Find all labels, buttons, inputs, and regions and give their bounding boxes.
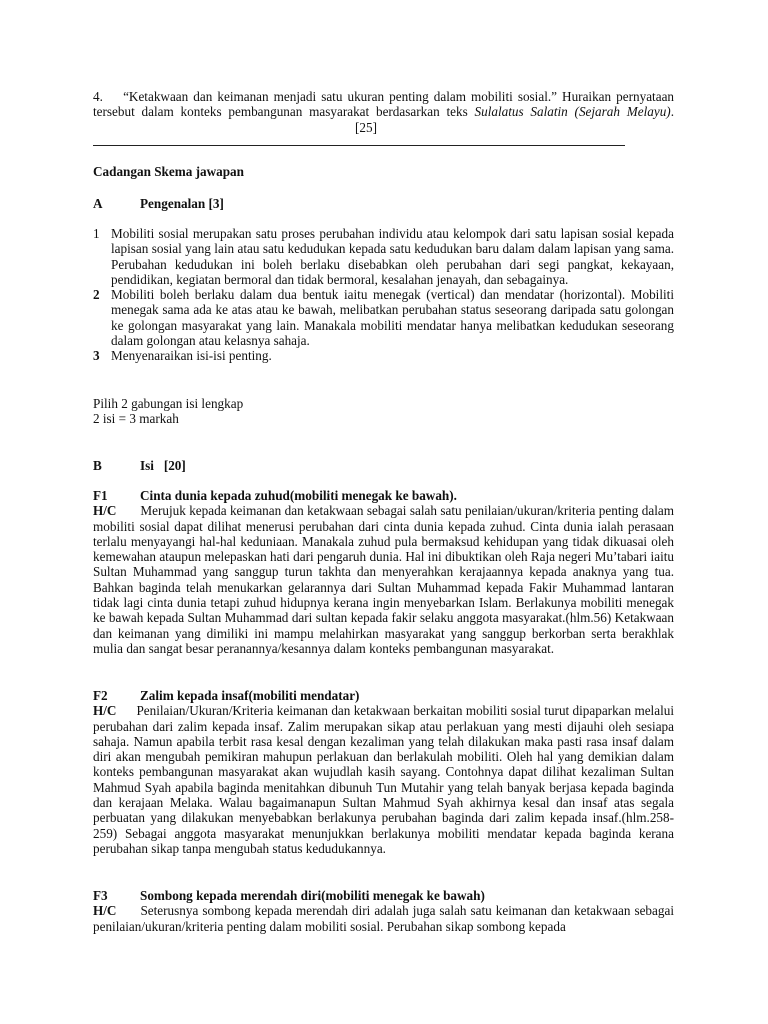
hc-label: H/C bbox=[93, 703, 117, 719]
note-line: Pilih 2 gabungan isi lengkap bbox=[93, 396, 244, 411]
point-id: F3 bbox=[93, 888, 108, 903]
point-title: Cinta dunia kepada zuhud(mobiliti menegak ke bawah). bbox=[140, 488, 457, 503]
point-text: Seterusnya sombong kepada merendah diri adalah juga salah satu keimanan dan ketakwaan sebagai penilaian/ukuran/kriteria penting dalam mobiliti sosial. Perubahan sikap sombong kepada bbox=[93, 903, 674, 934]
hc-label: H/C bbox=[93, 503, 117, 519]
point-text: Penilaian/Ukuran/Kriteria keimanan dan ketakwaan berkaitan mobiliti sosial turut dipaparkan melalui perubahan dari zalim kepada insaf. Zalim merupakan sikap atau perlakuan yang mesti dijauhi oleh sesiapa sahaja. Namun apabila terbit rasa kesal dengan kezaliman yang telah dilakukan maka pasti rasa insaf dalam diri akan mengubah pemikiran mahupun perlakuan dan berlakulah mobiliti. Oleh hal yang demikian dalam konteks pembangunan masyarakat akan wujudlah kasih sayang. Contohnya dapat dilihat kezaliman Sultan Mahmud Syah apabila baginda menitahkan dibunuh Tun Mutahir yang telah banyak berjasa kepada baginda dan kerajaan Melaka. Walau bagaimanapun Sultan Mahmud Syah akhirnya kesal dan insaf atas segala perbuatan yang dilakukan menyebabkan berlakunya perubahan baginda dari zalim kepada insaf.(hlm.258-259) Sebagai anggota masyarakat menunjukkan berlakunya mobiliti mendatar kepada baginda kerana perubahan sikap tanpa mengubah status kedudukannya. bbox=[93, 703, 674, 856]
point-title: Zalim kepada insaf(mobiliti mendatar) bbox=[140, 688, 360, 703]
point-f1 bbox=[93, 488, 674, 656]
section-a-title: Pengenalan [3] bbox=[140, 196, 224, 211]
question-body: “Ketakwaan dan keimanan menjadi satu ukuran penting dalam mobiliti sosial.” Huraikan pernyataan tersebut dalam konteks pembangunan masyarakat berdasarkan teks bbox=[93, 89, 675, 120]
marking-note bbox=[93, 396, 674, 427]
item-number: 2 bbox=[93, 287, 100, 303]
point-body bbox=[93, 903, 674, 934]
point-heading bbox=[93, 688, 674, 703]
question-text: 4. “Ketakwaan dan keimanan menjadi satu ukuran penting dalam mobiliti sosial.” Huraikan pernyataan tersebut dalam konteks pembangunan masyarakat berdasarkan teks Sulalatus Salatin (Sejarah Melayu).[25] bbox=[93, 89, 675, 135]
question-source-title: Sulalatus Salatin (Sejarah Melayu) bbox=[474, 104, 671, 120]
point-body bbox=[93, 503, 674, 656]
list-item bbox=[93, 287, 674, 348]
point-id: F1 bbox=[93, 488, 108, 503]
point-f3 bbox=[93, 888, 674, 934]
point-title: Sombong kepada merendah diri(mobiliti menegak ke bawah) bbox=[140, 888, 485, 903]
section-a-list bbox=[93, 226, 674, 364]
note-line: 2 isi = 3 markah bbox=[93, 411, 179, 427]
point-heading bbox=[93, 888, 674, 903]
item-number: 1 bbox=[93, 226, 100, 241]
point-heading bbox=[93, 488, 674, 503]
point-body bbox=[93, 703, 674, 856]
list-item bbox=[93, 226, 674, 287]
section-b-letter: B bbox=[93, 458, 102, 473]
divider-line bbox=[93, 145, 625, 146]
list-item bbox=[93, 348, 674, 363]
section-b-heading bbox=[93, 458, 674, 473]
section-b-title: Isi [20] bbox=[140, 458, 186, 473]
point-f2 bbox=[93, 688, 674, 856]
hc-label: H/C bbox=[93, 903, 117, 919]
item-text: Mobiliti sosial merupakan satu proses perubahan individu atau kelompok dari satu lapisan sosial kepada lapisan sosial yang lain atau satu kedudukan kepada satu kedudukan baru dalam dalam lapisan yang sama. Perubahan kedudukan ini boleh berlaku disebabkan oleh perubahan dari segi pangkat, kekayaan, pendidikan, kegiatan bermoral dan tidak bermoral, kesalahan jenayah, dan sebagainya. bbox=[111, 226, 674, 287]
point-text: Merujuk kepada keimanan dan ketakwaan sebagai salah satu penilaian/ukuran/kriteria penting dalam mobiliti sosial dapat dilihat menerusi perubahan dari cinta dunia kepada zuhud. Cinta dunia ialah perasaan terlalu menyayangi hal-hal keduniaan. Manakala zuhud pula bermaksud kehidupan yang tidak dikuasai oleh kemewahan ataupun melepaskan hati dari pengaruh dunia. Hal ini dibuktikan oleh Raja negeri Mu’tabari iaitu Sultan Muhammad yang sanggup turun takhta dan menyerahkan kerajaannya kepada anaknya yang tua. Bahkan baginda telah menukarkan gelarannya dari Sultan Muhammad kepada Fakir Muhammad lantaran tidak lagi cinta dunia tetapi zuhud hidupnya kerana ingin menyebarkan Islam. Berlakunya mobiliti menegak ke bawah kepada Sultan Muhammad dari sultan kepada fakir selaku anggota masyarakat.(hlm.56) Ketakwaan dan keimanan yang dimiliki ini mampu melahirkan masyarakat yang sanggup berkorban serta berakhlak mulia dan sangat besar peranannya/kesannya dalam konteks pembangunan masyarakat. bbox=[93, 503, 674, 656]
question-block bbox=[93, 89, 674, 135]
item-text: Menyenaraikan isi-isi penting. bbox=[111, 348, 272, 364]
item-text: Mobiliti boleh berlaku dalam dua bentuk iaitu menegak (vertical) dan mendatar (horizontal). Mobiliti menegak sama ada ke atas atau ke bawah, melibatkan perubahan status seseorang daripada satu golongan ke golongan masyarakat yang lain. Manakala mobiliti mendatar hanya melibatkan kedudukan seseorang dalam golongan atau kelasnya sahaja. bbox=[111, 287, 674, 349]
section-a-heading bbox=[93, 196, 674, 211]
section-a-letter: A bbox=[93, 196, 103, 211]
scheme-title: Cadangan Skema jawapan bbox=[93, 164, 244, 179]
question-number: 4. bbox=[93, 89, 103, 104]
question-marks: [25] bbox=[355, 119, 377, 135]
point-id: F2 bbox=[93, 688, 108, 703]
item-number: 3 bbox=[93, 348, 100, 364]
